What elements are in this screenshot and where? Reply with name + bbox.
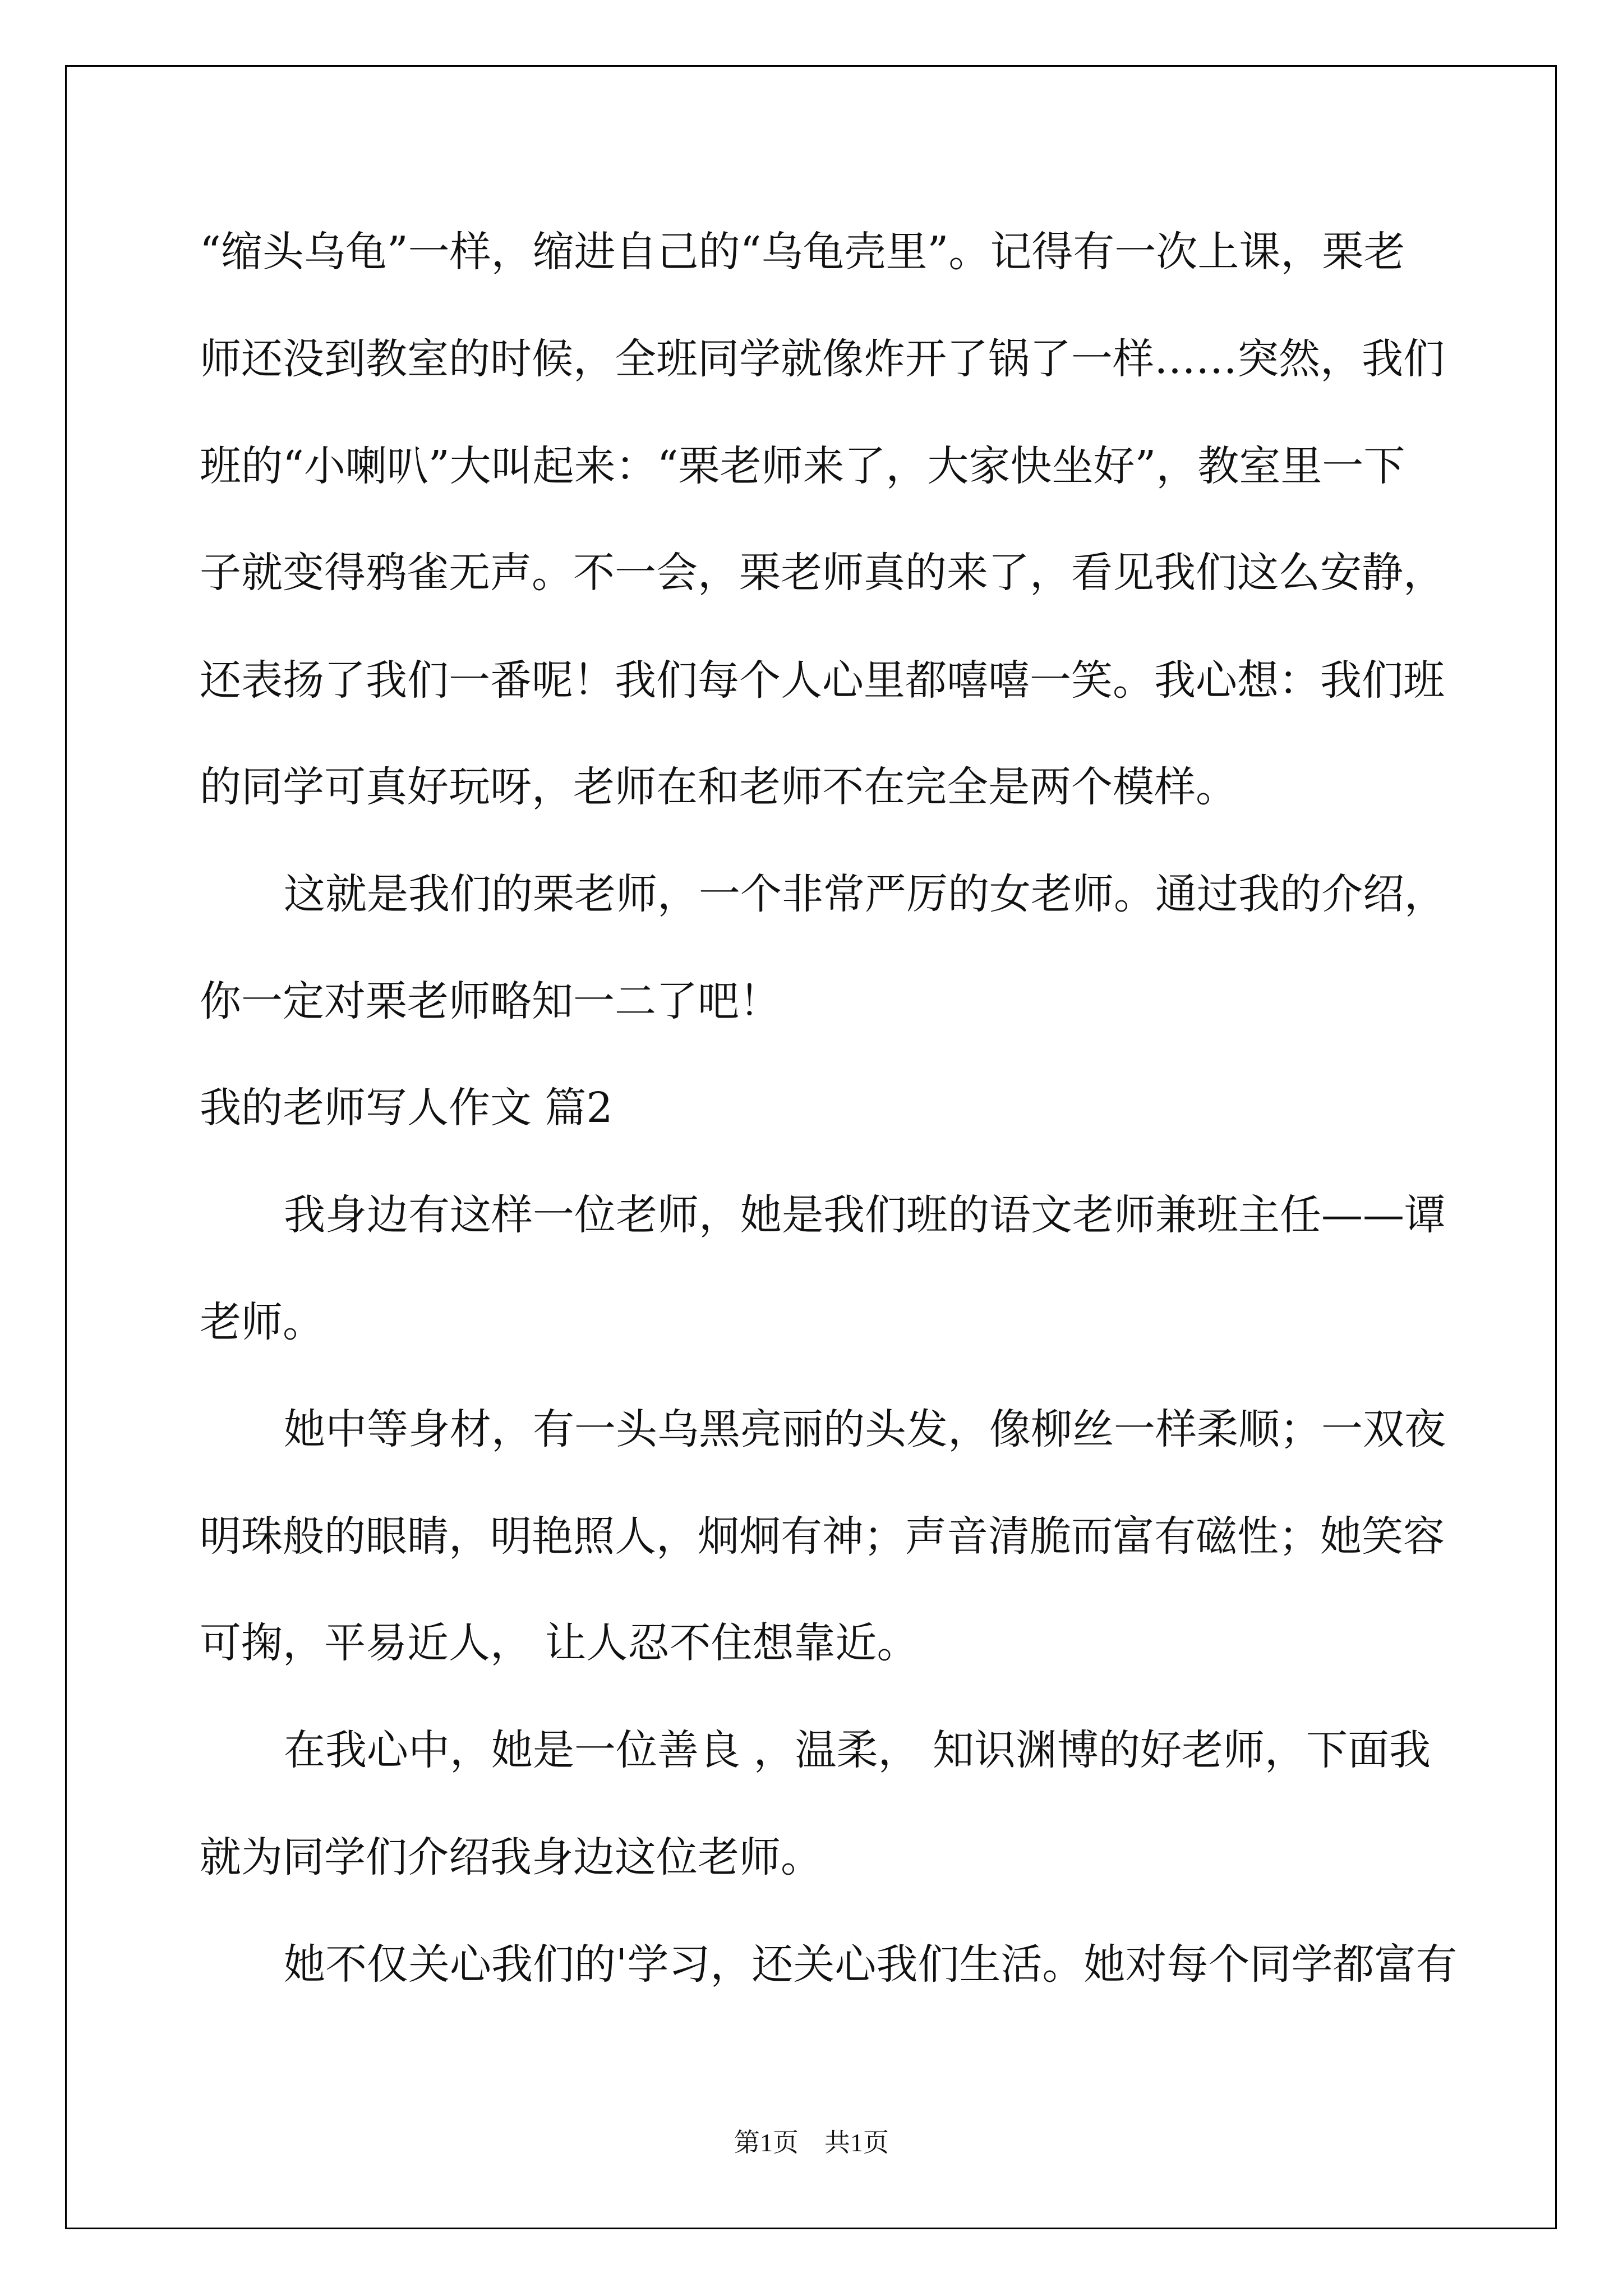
text-line: 明珠般的眼睛，明艳照人，炯炯有神；声音清脆而富有磁性；她笑容 bbox=[200, 1512, 1445, 1561]
text-line: 就为同学们介绍我身边这位老师。 bbox=[200, 1833, 822, 1881]
text-line: 你一定对栗老师略知一二了吧！ bbox=[200, 977, 781, 1025]
text-line: 老师。 bbox=[200, 1298, 324, 1346]
paragraph-start-line: 她不仅关心我们的'学习，还关心我们生活。她对每个同学都富有 bbox=[284, 1940, 1458, 1989]
text-line: 可掬，平易近人， 让人忍不住想靠近。 bbox=[200, 1619, 919, 1667]
text-line: 班的“小喇叭”大叫起来：“栗老师来了，大家快坐好”，教室里一下 bbox=[200, 442, 1405, 490]
paragraph-start-line: 我身边有这样一位老师，她是我们班的语文老师兼班主任——谭 bbox=[284, 1191, 1446, 1239]
text-line: “缩头乌龟”一样，缩进自己的“乌龟壳里”。记得有一次上课，栗老 bbox=[200, 228, 1405, 276]
text-line: 的同学可真好玩呀，老师在和老师不在完全是两个模样。 bbox=[200, 763, 1237, 811]
text-line: 子就变得鸦雀无声。不一会，栗老师真的来了，看见我们这么安静， bbox=[200, 549, 1445, 597]
paragraph-start-line: 在我心中，她是一位善良 ，温柔， 知识渊博的好老师，下面我 bbox=[284, 1726, 1431, 1774]
section-heading: 我的老师写人作文 篇2 bbox=[200, 1084, 613, 1132]
text-line: 师还没到教室的时候，全班同学就像炸开了锅了一样……突然，我们 bbox=[200, 335, 1445, 383]
paragraph-start-line: 这就是我们的栗老师，一个非常严厉的女老师。通过我的介绍， bbox=[284, 870, 1446, 918]
page-footer: 第1页 共1页 bbox=[734, 2128, 889, 2157]
paragraph-start-line: 她中等身材，有一头乌黑亮丽的头发，像柳丝一样柔顺；一双夜 bbox=[284, 1405, 1446, 1453]
text-line: 还表扬了我们一番呢！我们每个人心里都嘻嘻一笑。我心想：我们班 bbox=[200, 656, 1445, 705]
